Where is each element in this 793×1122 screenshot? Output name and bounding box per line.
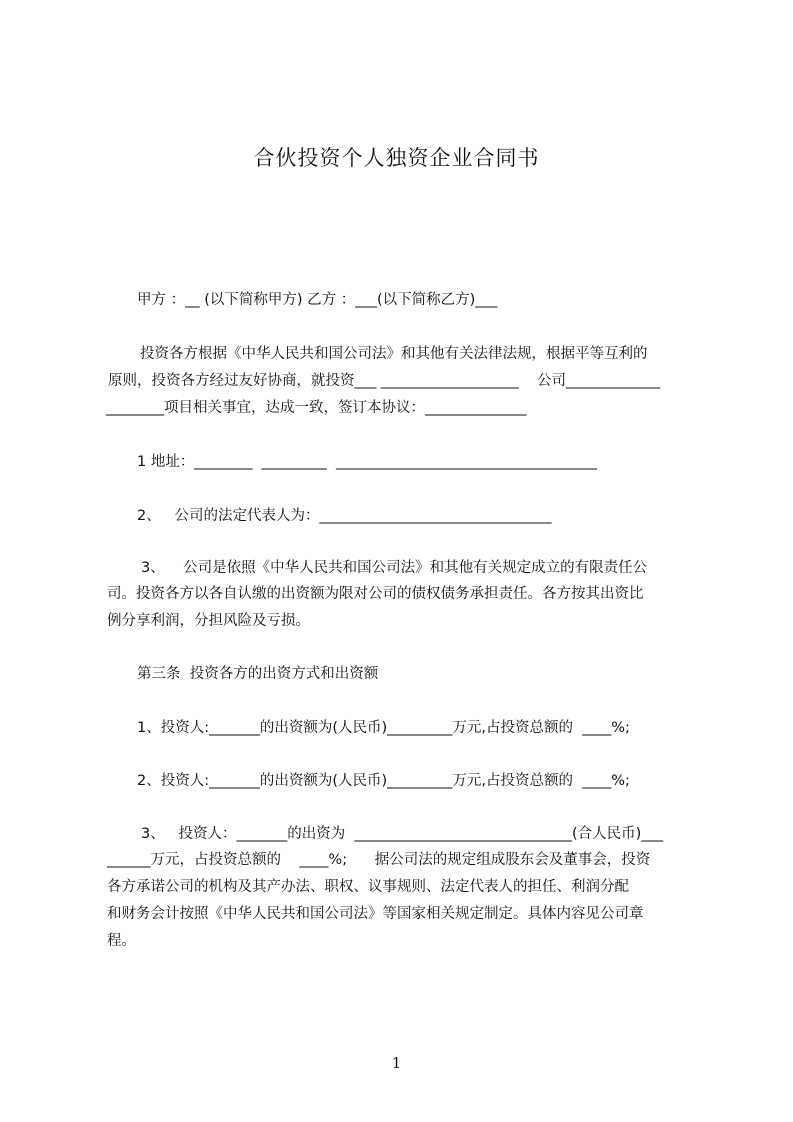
parties-line: 甲方 ：__ (以下简称甲方) 乙方 ：___(以下简称乙方)___ bbox=[137, 292, 498, 308]
investor-3-line-5: 程。 bbox=[107, 933, 136, 949]
investor-2-line: 2、投资人:_______的出资额为(人民币)_________万元,占投资总额的 ____%; bbox=[137, 773, 630, 789]
article-three-heading: 第三条 投资各方的出资方式和出资额 bbox=[137, 666, 379, 682]
investor-3-line-1: 3、 投资人：_______的出资为 ______________________________(合人民币)___ bbox=[141, 826, 664, 842]
intro-line-1: 投资各方根据《中华人民共和国公司法》和其他有关法律法规，根据平等互利的 bbox=[140, 346, 648, 362]
clause-three-line-3: 例分享利润，分担风险及亏损。 bbox=[107, 613, 310, 629]
intro-line-2: 原则，投资各方经过友好协商，就投资___ ___________________ 公司_____________ bbox=[108, 373, 661, 389]
intro-line-3: ________项目相关事宜，达成一致，签订本协议：______________ bbox=[106, 400, 527, 416]
investor-3-line-4: 和财务会计按照《中华人民共和国公司法》等国家相关规定制定。具体内容见公司章 bbox=[107, 906, 644, 922]
investor-1-line: 1、投资人:_______的出资额为(人民币)_________万元,占投资总额的 ____%; bbox=[137, 720, 630, 736]
clause-address: 1 地址：________ _________ ____________________________________ bbox=[137, 454, 598, 470]
page-number: 1 bbox=[391, 1054, 402, 1072]
clause-representative: 2、 公司的法定代表人为：________________________________ bbox=[137, 508, 552, 524]
investor-3-line-2: ______万元，占投资总额的 ____%; 据公司法的规定组成股东会及董事会，投资 bbox=[107, 852, 651, 868]
clause-three-line-2: 司。投资各方以各自认缴的出资额为限对公司的债权债务承担责任。各方按其出资比 bbox=[107, 586, 644, 602]
clause-three-line-1: 3、 公司是依照《中华人民共和国公司法》和其他有关规定成立的有限责任公 bbox=[141, 560, 648, 576]
investor-3-line-3: 各方承诺公司的机构及其产办法、职权、议事规则、法定代表人的担任、利润分配 bbox=[107, 879, 629, 895]
document-title: 合伙投资个人独资企业合同书 bbox=[253, 146, 540, 170]
